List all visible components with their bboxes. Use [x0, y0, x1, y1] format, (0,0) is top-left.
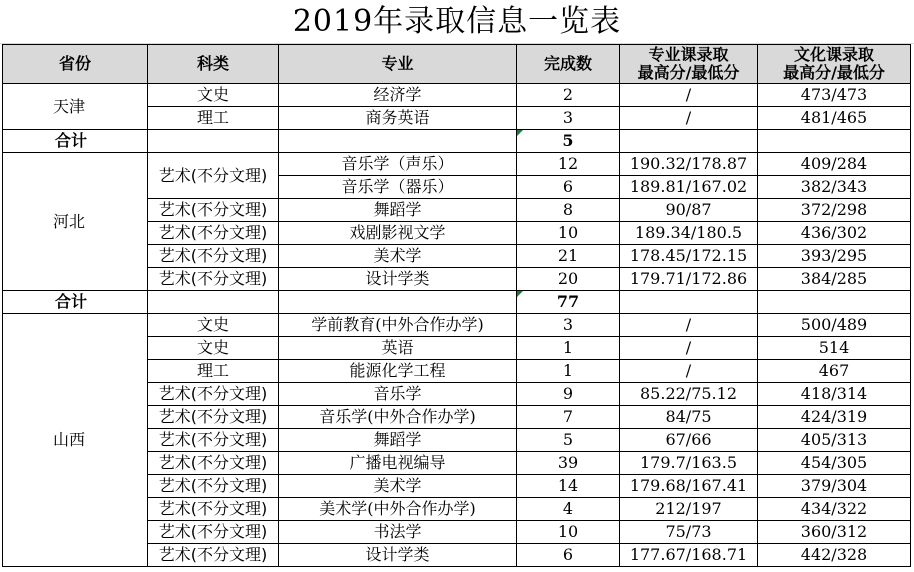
category-cell: 理工 — [148, 107, 279, 130]
header-row — [3, 45, 911, 84]
header-prof-line2: 最高分/最低分 — [637, 63, 740, 82]
count-cell: 21 — [517, 245, 620, 268]
empty-cell — [620, 291, 758, 314]
cult-score-cell: 500/489 — [758, 314, 911, 337]
count-cell: 12 — [517, 153, 620, 176]
major-cell: 设计学类 — [279, 268, 517, 291]
major-cell: 美术学(中外合作办学) — [279, 498, 517, 521]
total-count — [517, 130, 620, 153]
count-cell: 4 — [517, 498, 620, 521]
count-cell: 2 — [517, 84, 620, 107]
empty-cell — [758, 291, 911, 314]
prof-score-cell: 85.22/75.12 — [620, 383, 758, 406]
cult-score-cell: 454/305 — [758, 452, 911, 475]
prof-score-cell: 179.68/167.41 — [620, 475, 758, 498]
count-cell: 8 — [517, 199, 620, 222]
admission-table — [2, 44, 911, 567]
count-cell: 9 — [517, 383, 620, 406]
province-cell-tianjin: 天津 — [3, 84, 148, 130]
prof-score-cell: 90/87 — [620, 199, 758, 222]
prof-score-cell: / — [620, 314, 758, 337]
major-cell: 美术学 — [279, 475, 517, 498]
prof-score-cell: 189.81/167.02 — [620, 176, 758, 199]
header-cult-line1: 文化课录取 — [793, 45, 874, 64]
major-cell: 书法学 — [279, 521, 517, 544]
cult-score-cell: 424/319 — [758, 406, 911, 429]
category-cell: 艺术(不分文理) — [148, 521, 279, 544]
category-cell: 文史 — [148, 337, 279, 360]
major-cell: 经济学 — [279, 84, 517, 107]
major-cell: 音乐学（器乐） — [279, 176, 517, 199]
cult-score-cell: 360/312 — [758, 521, 911, 544]
major-cell: 学前教育(中外合作办学) — [279, 314, 517, 337]
cult-score-cell: 405/313 — [758, 429, 911, 452]
category-cell: 文史 — [148, 84, 279, 107]
province-cell-shanxi: 山西 — [3, 314, 148, 567]
prof-score-cell: 179.71/172.86 — [620, 268, 758, 291]
category-cell: 艺术(不分文理) — [148, 153, 279, 199]
total-label: 合计 — [3, 291, 148, 314]
major-cell: 能源化学工程 — [279, 360, 517, 383]
category-cell: 艺术(不分文理) — [148, 498, 279, 521]
count-cell: 10 — [517, 521, 620, 544]
empty-cell — [620, 130, 758, 153]
major-cell: 设计学类 — [279, 544, 517, 567]
cell-comment-marker — [517, 291, 523, 297]
major-cell: 舞蹈学 — [279, 429, 517, 452]
cult-score-cell: 384/285 — [758, 268, 911, 291]
table-row — [3, 314, 911, 337]
count-cell: 3 — [517, 314, 620, 337]
empty-cell — [758, 130, 911, 153]
category-cell: 艺术(不分文理) — [148, 268, 279, 291]
count-cell: 3 — [517, 107, 620, 130]
cult-score-cell: 382/343 — [758, 176, 911, 199]
table-row — [3, 84, 911, 107]
header-category: 科类 — [148, 45, 279, 84]
count-cell: 7 — [517, 406, 620, 429]
category-cell: 艺术(不分文理) — [148, 475, 279, 498]
empty-cell — [279, 291, 517, 314]
header-count: 完成数 — [517, 45, 620, 84]
major-cell: 音乐学（声乐） — [279, 153, 517, 176]
major-cell: 英语 — [279, 337, 517, 360]
empty-cell — [148, 291, 279, 314]
header-prof-line1: 专业课录取 — [648, 45, 729, 64]
count-cell: 39 — [517, 452, 620, 475]
major-cell: 舞蹈学 — [279, 199, 517, 222]
prof-score-cell: 75/73 — [620, 521, 758, 544]
prof-score-cell: 177.67/168.71 — [620, 544, 758, 567]
cult-score-cell: 473/473 — [758, 84, 911, 107]
count-cell: 14 — [517, 475, 620, 498]
cult-score-cell: 379/304 — [758, 475, 911, 498]
category-cell: 艺术(不分文理) — [148, 199, 279, 222]
cult-score-cell: 393/295 — [758, 245, 911, 268]
category-cell: 理工 — [148, 360, 279, 383]
count-cell: 20 — [517, 268, 620, 291]
category-cell: 艺术(不分文理) — [148, 452, 279, 475]
header-major: 专业 — [279, 45, 517, 84]
total-count — [517, 291, 620, 314]
prof-score-cell: / — [620, 107, 758, 130]
total-label: 合计 — [3, 130, 148, 153]
major-cell: 广播电视编导 — [279, 452, 517, 475]
cell-comment-marker — [517, 130, 523, 136]
prof-score-cell: 178.45/172.15 — [620, 245, 758, 268]
header-province: 省份 — [3, 45, 148, 84]
cult-score-cell: 434/322 — [758, 498, 911, 521]
prof-score-cell: 189.34/180.5 — [620, 222, 758, 245]
major-cell: 戏剧影视文学 — [279, 222, 517, 245]
prof-score-cell: 212/197 — [620, 498, 758, 521]
header-professional-score — [620, 45, 758, 84]
cult-score-cell: 514 — [758, 337, 911, 360]
prof-score-cell: / — [620, 337, 758, 360]
major-cell: 商务英语 — [279, 107, 517, 130]
prof-score-cell: 190.32/178.87 — [620, 153, 758, 176]
empty-cell — [148, 130, 279, 153]
cult-score-cell: 418/314 — [758, 383, 911, 406]
total-value: 77 — [556, 292, 580, 311]
category-cell: 艺术(不分文理) — [148, 383, 279, 406]
total-row-tianjin — [3, 130, 911, 153]
province-cell-hebei: 河北 — [3, 153, 148, 291]
major-cell: 美术学 — [279, 245, 517, 268]
category-cell: 艺术(不分文理) — [148, 222, 279, 245]
header-cult-line2: 最高分/最低分 — [783, 63, 885, 82]
category-cell: 艺术(不分文理) — [148, 245, 279, 268]
table-row — [3, 153, 911, 176]
major-cell: 音乐学 — [279, 383, 517, 406]
empty-cell — [279, 130, 517, 153]
major-cell: 音乐学(中外合作办学) — [279, 406, 517, 429]
prof-score-cell: 84/75 — [620, 406, 758, 429]
category-cell: 艺术(不分文理) — [148, 406, 279, 429]
count-cell: 1 — [517, 337, 620, 360]
category-cell: 文史 — [148, 314, 279, 337]
total-value: 5 — [562, 131, 574, 150]
count-cell: 1 — [517, 360, 620, 383]
prof-score-cell: 67/66 — [620, 429, 758, 452]
cult-score-cell: 467 — [758, 360, 911, 383]
cult-score-cell: 409/284 — [758, 153, 911, 176]
prof-score-cell: / — [620, 360, 758, 383]
count-cell: 6 — [517, 544, 620, 567]
cult-score-cell: 481/465 — [758, 107, 911, 130]
prof-score-cell: 179.7/163.5 — [620, 452, 758, 475]
cult-score-cell: 442/328 — [758, 544, 911, 567]
count-cell: 6 — [517, 176, 620, 199]
cult-score-cell: 436/302 — [758, 222, 911, 245]
category-cell: 艺术(不分文理) — [148, 544, 279, 567]
page-title: 2019年录取信息一览表 — [292, 4, 622, 39]
count-cell: 5 — [517, 429, 620, 452]
header-cultural-score — [758, 45, 911, 84]
count-cell: 10 — [517, 222, 620, 245]
cult-score-cell: 372/298 — [758, 199, 911, 222]
category-cell: 艺术(不分文理) — [148, 429, 279, 452]
total-row-hebei — [3, 291, 911, 314]
prof-score-cell: / — [620, 84, 758, 107]
